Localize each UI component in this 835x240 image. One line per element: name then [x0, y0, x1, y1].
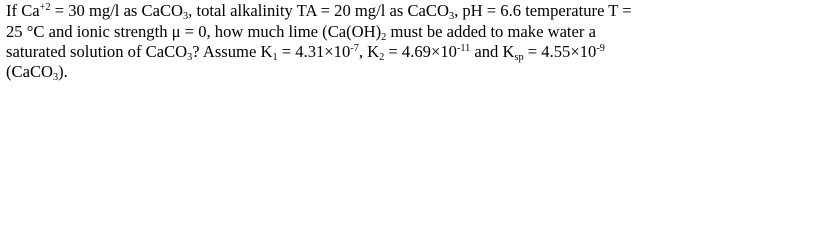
text-run: must be added to make water a	[386, 22, 596, 41]
text-run: and K	[470, 42, 515, 61]
subscript: 2	[381, 31, 387, 43]
problem-line-3	[6, 42, 605, 63]
text-run: ? Assume K	[192, 42, 273, 61]
subscript: 3	[53, 71, 59, 83]
text-run: , K	[358, 42, 380, 61]
text-run: , pH = 6.6 temperature T =	[454, 1, 632, 20]
superscript: -9	[596, 43, 605, 55]
problem-line-4	[6, 62, 68, 83]
subscript: 3	[183, 10, 189, 22]
text-run: If Ca	[6, 1, 40, 20]
text-run: = 4.69×10	[384, 42, 457, 61]
subscript: sp	[514, 51, 524, 63]
text-run: = 4.55×10	[523, 42, 597, 61]
subscript: 1	[272, 51, 278, 63]
text-run: (CaCO	[6, 62, 54, 81]
superscript: -11	[456, 43, 471, 55]
superscript: +2	[39, 2, 51, 14]
superscript: -7	[350, 43, 359, 55]
text-run: = 4.31×10	[277, 42, 351, 61]
subscript: 3	[187, 51, 193, 63]
subscript: 3	[448, 10, 455, 22]
text-run: ).	[58, 62, 68, 81]
subscript: 2	[379, 51, 385, 63]
text-run: saturated solution of CaCO	[6, 42, 188, 61]
text-run: = 30 mg/l as CaCO	[50, 1, 184, 20]
text-run: 25 °C and ionic strength μ = 0, how much lime (Ca(OH)	[6, 22, 382, 41]
problem-statement	[0, 0, 835, 103]
problem-line-1	[6, 1, 632, 22]
text-run: , total alkalinity TA = 20 mg/l as CaCO	[188, 1, 449, 20]
problem-line-2	[6, 22, 596, 43]
